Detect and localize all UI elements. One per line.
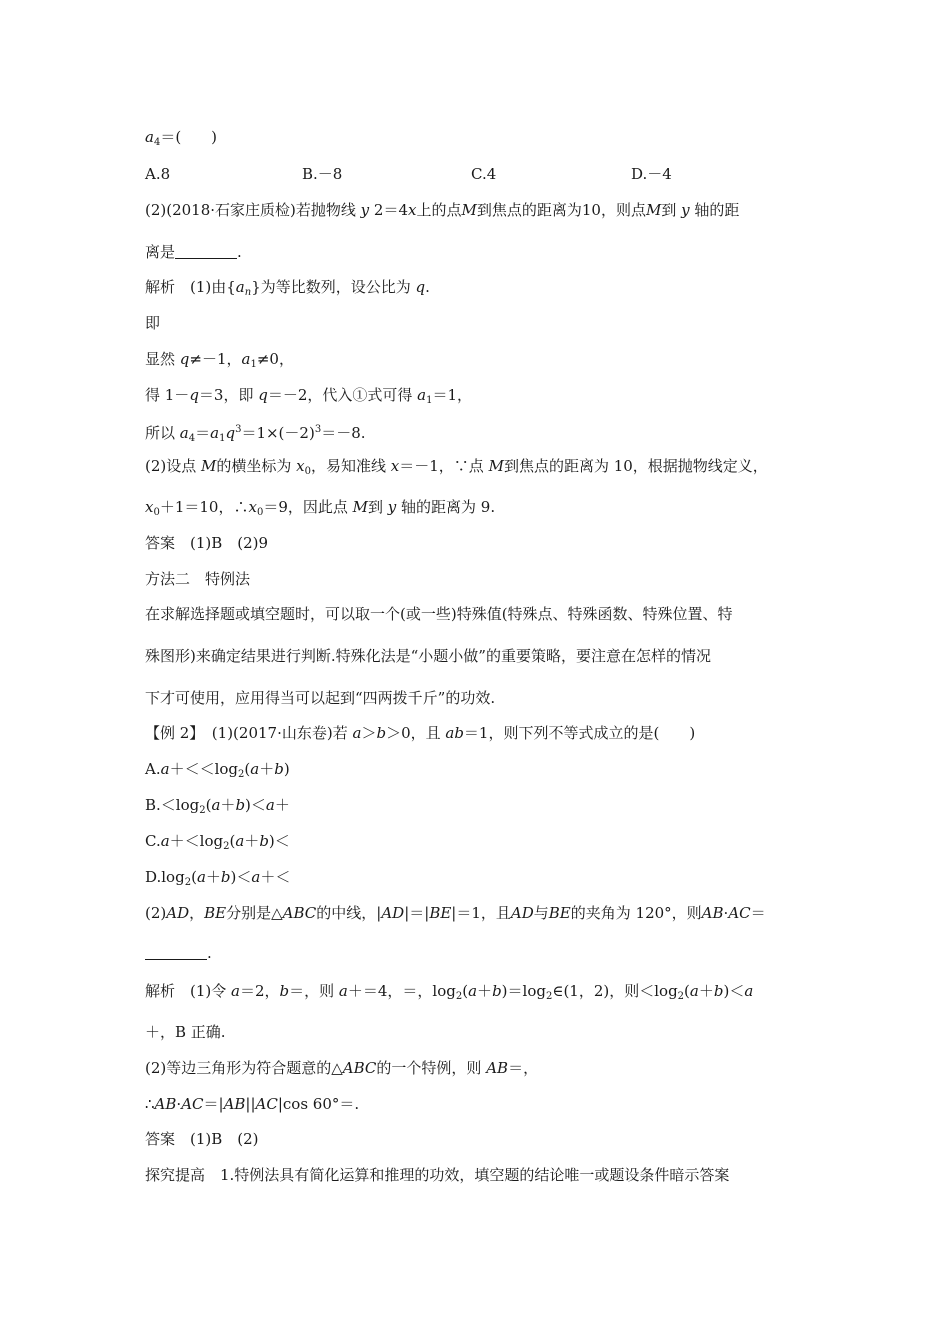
example-2-option-d: $D.\log_2(a+b)<a+<$ bbox=[145, 868, 291, 888]
method-para-line-3: 下才可使用，应用得当可以起到“四两拨千斤”的功效. bbox=[145, 689, 496, 707]
solution-line-xianran: 显然 q≠－1，$a_1\ne 0$， bbox=[145, 350, 294, 370]
example-2-stem: 【例 2】 (1)(2017·山东卷)若 a＞b＞0，且 ab＝1，则下列不等式成立的是( ) bbox=[145, 724, 696, 742]
example-2-option-b: $B.<\log_2(a+b)<a+$ bbox=[145, 796, 290, 816]
example-2-question-2: (2)AD，BE分别是△ABC的中线，|AD|＝|BE|＝1，且AD与BE的夹角为 120°，则AB·AC＝ bbox=[145, 904, 766, 922]
solution-5-line: ∴AB·AC＝|AB||AC|cos 60°＝. bbox=[145, 1095, 360, 1113]
options-row-1 bbox=[145, 164, 845, 184]
method-para-line-1: 在求解选择题或填空题时，可以取一个(或一些)特殊值(特殊点、特殊函数、特殊位置、特 bbox=[145, 605, 733, 623]
option-d: D.－4 bbox=[631, 165, 672, 183]
answer-line-2: 答案 (1)B (2) bbox=[145, 1130, 259, 1148]
question-stem-line: $a_4=$( ) bbox=[145, 128, 218, 148]
solution-4-line: (2)等边三角形为符合题意的△ABC的一个特例，则 AB＝， bbox=[145, 1059, 539, 1077]
method-2-heading: 方法二 特例法 bbox=[145, 570, 251, 588]
solution-line-1: 解析 (1)由$\{a_n\}$为等比数列，设公比为 q. bbox=[145, 278, 430, 298]
question-2-line-1: (2)(2018·石家庄质检)若抛物线 y 2＝4x上的点M到焦点的距离为10，则点M到 y 轴的距 bbox=[145, 201, 740, 219]
solution-line-suoyi: 所以 $a_4=a_1q^3=1\times(-2)^3=-8$. bbox=[145, 424, 366, 444]
example-2-option-a: $A.a+<<\log_2(a+b)$ bbox=[145, 760, 290, 780]
solution-2-line-1: (2)设点 M的横坐标为 $x_0$，易知准线 x＝－1，∵点 M到焦点的距离为 10，根据抛物线定义， bbox=[145, 457, 768, 477]
option-b: B.－8 bbox=[302, 165, 343, 183]
method-para-line-2: 殊图形)来确定结果进行判断.特殊化法是“小题小做”的重要策略，要注意在怎样的情况 bbox=[145, 647, 711, 665]
example-2-question-2-blank: . bbox=[145, 943, 212, 963]
example-2-option-c: $C.a+<\log_2(a+b)<$ bbox=[145, 832, 290, 852]
option-a: A.8 bbox=[145, 165, 171, 183]
answer-line-1: 答案 (1)B (2)9 bbox=[145, 534, 269, 552]
solution-3-line-2: ＋，B 正确. bbox=[145, 1023, 226, 1041]
solution-2-line-2: $x_0+1=10$，$\therefore x_0=9$，因此点 M到 y 轴的距离为 9. bbox=[145, 498, 496, 518]
answer-blank-2 bbox=[145, 945, 207, 960]
explore-line: 探究提高 1.特例法具有简化运算和推理的功效，填空题的结论唯一或题设条件暗示答案 bbox=[145, 1166, 730, 1184]
question-2-line-2: 离是 . bbox=[145, 243, 242, 261]
solution-3-line-1: 解析 (1)令 a＝2，b＝，则 a＋＝4，＝，$\log_2(a+b)=\log_2\in(1$，2)，则$<\log_2(a+b)<a$ bbox=[145, 982, 754, 1002]
option-c: C.4 bbox=[471, 165, 497, 183]
answer-blank bbox=[175, 244, 237, 259]
solution-line-ji: 即 bbox=[145, 314, 161, 332]
solution-line-de: 得 1－q＝3，即 q＝－2，代入①式可得 $a_1=1$， bbox=[145, 386, 473, 406]
